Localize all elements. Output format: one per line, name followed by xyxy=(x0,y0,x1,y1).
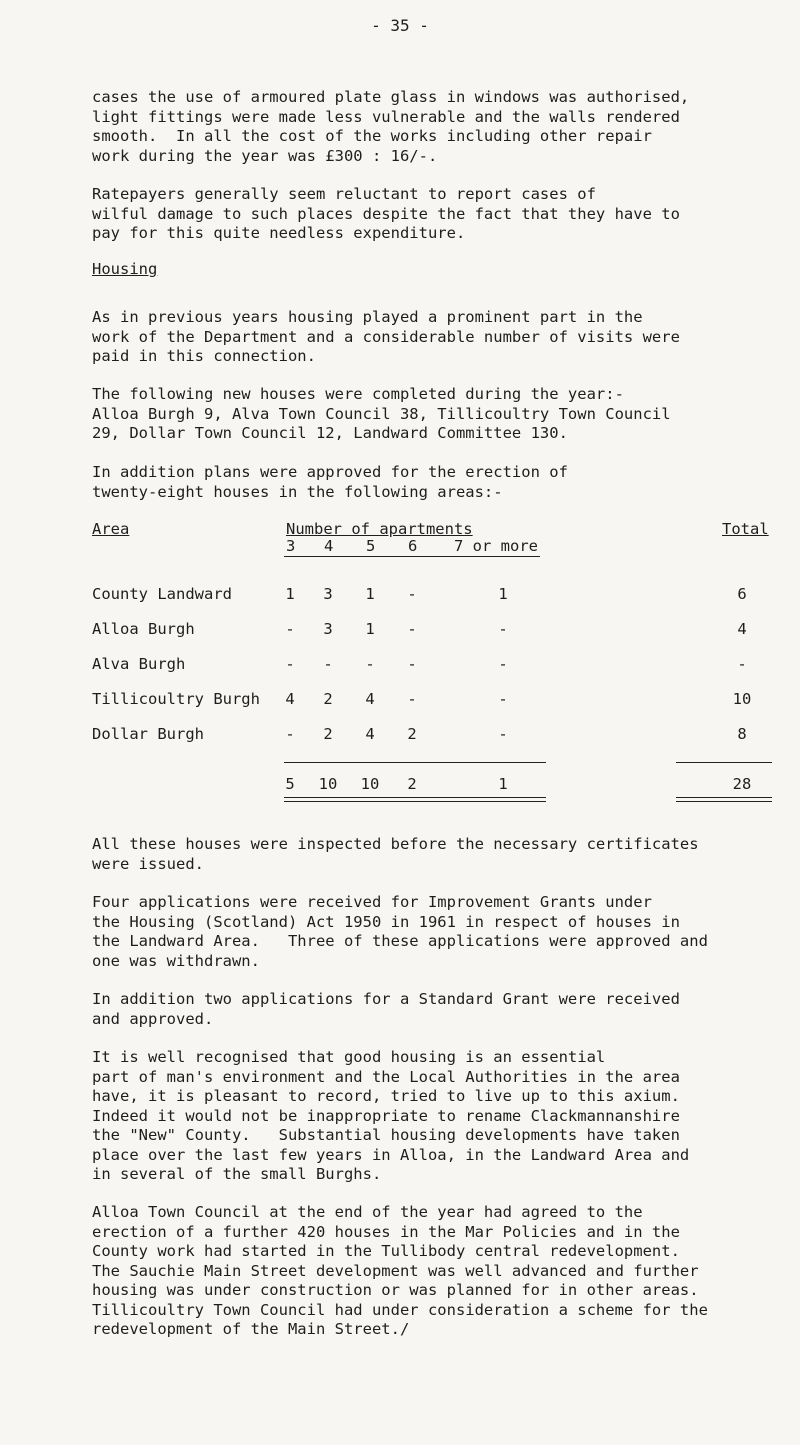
table-cell: 4 xyxy=(365,690,375,708)
paragraph-ratepayers: Ratepayers generally seem reluctant to report cases of wilful damage to such places despite the fact that they have to pay for this quite needless expenditure. xyxy=(92,185,680,242)
table-cell: - xyxy=(323,655,333,673)
totals-top-rule-total xyxy=(676,762,772,763)
table-total-cell: 2 xyxy=(407,775,417,793)
table-cell: 4 xyxy=(365,725,375,743)
totals-top-rule xyxy=(284,762,546,763)
table-cell-total: 4 xyxy=(737,620,747,638)
table-total-cell: 10 xyxy=(318,775,338,793)
table-cell: - xyxy=(498,620,508,638)
table-cell: - xyxy=(407,620,417,638)
table-cell: - xyxy=(285,620,295,638)
table-cell: 2 xyxy=(323,725,333,743)
table-cell: - xyxy=(285,725,295,743)
paragraph-inspections: All these houses were inspected before the necessary certificates were issued. xyxy=(92,835,699,873)
table-cell: 2 xyxy=(407,725,417,743)
table-header-apartments: Number of apartments xyxy=(286,520,473,538)
totals-bottom-rule-total-2 xyxy=(676,801,772,802)
section-heading-housing: Housing xyxy=(92,260,158,278)
paragraph-standard-grant: In addition two applications for a Standard Grant were received and approved. xyxy=(92,990,680,1028)
table-cell: - xyxy=(498,655,508,673)
table-cell: 1 xyxy=(365,620,375,638)
subheader-underline xyxy=(284,556,540,557)
table-cell: 3 xyxy=(323,620,333,638)
table-row-area: Dollar Burgh xyxy=(92,725,204,743)
table-row-area: Alloa Burgh xyxy=(92,620,195,638)
table-cell: 1 xyxy=(285,585,295,603)
table-row-area: Tillicoultry Burgh xyxy=(92,690,260,708)
paragraph-plans-approved: In addition plans were approved for the erection of twenty-eight houses in the following areas:- xyxy=(92,463,568,501)
paragraph-armoured-glass: cases the use of armoured plate glass in windows was authorised, light fittings were made less vulnerable and the walls rendered smooth. In all the cost of the works including other repair work during the year was £300 : 16/-. xyxy=(92,88,690,165)
paragraph-alloa-town-council: Alloa Town Council at the end of the year had agreed to the erection of a further 420 houses in the Mar Policies and in the County work had started in the Tullibody central redevelopment. The Sauchie Main Street development was well advanced and further housing was under construction or was planned for in other areas. Tillicoultry Town Council had under consideration a scheme for the redevelopment of the Main Street./ xyxy=(92,1203,708,1338)
table-header-area: Area xyxy=(92,520,130,538)
table-cell: - xyxy=(407,690,417,708)
table-subheader-6: 6 xyxy=(408,537,418,555)
totals-bottom-rule-2 xyxy=(284,801,546,802)
table-total-cell: 5 xyxy=(285,775,295,793)
table-cell: - xyxy=(407,655,417,673)
totals-bottom-rule xyxy=(284,797,546,798)
table-cell-total: - xyxy=(737,655,747,673)
table-cell: - xyxy=(498,725,508,743)
table-grand-total: 28 xyxy=(732,775,752,793)
table-total-cell: 10 xyxy=(360,775,380,793)
table-cell-total: 6 xyxy=(737,585,747,603)
table-cell: 4 xyxy=(285,690,295,708)
paragraph-improvement-grants: Four applications were received for Improvement Grants under the Housing (Scotland) Act 1950 in 1961 in respect of houses in the Landward Area. Three of these applications were approved and one was withdrawn. xyxy=(92,893,708,970)
table-subheader-3: 3 xyxy=(286,537,296,555)
table-row-area: Alva Burgh xyxy=(92,655,186,673)
table-cell-total: 8 xyxy=(737,725,747,743)
totals-bottom-rule-total xyxy=(676,797,772,798)
paragraph-housing-visits: As in previous years housing played a prominent part in the work of the Department and a considerable number of visits were paid in this connection. xyxy=(92,308,680,365)
table-total-cell: 1 xyxy=(498,775,508,793)
table-cell: 2 xyxy=(323,690,333,708)
table-subheader-4: 4 xyxy=(324,537,334,555)
table-subheader-5: 5 xyxy=(366,537,376,555)
table-cell: - xyxy=(365,655,375,673)
table-subheader-7-or-more: 7 or more xyxy=(454,537,538,555)
table-header-total: Total xyxy=(722,520,769,538)
table-cell: - xyxy=(498,690,508,708)
table-cell: 1 xyxy=(365,585,375,603)
table-cell: - xyxy=(285,655,295,673)
table-cell-total: 10 xyxy=(732,690,752,708)
table-cell: - xyxy=(407,585,417,603)
table-cell: 3 xyxy=(323,585,333,603)
paragraph-new-houses: The following new houses were completed during the year:- Alloa Burgh 9, Alva Town Council 38, Tillicoultry Town Council 29, Dollar Town Council 12, Landward Committee 130. xyxy=(92,385,671,442)
table-cell: 1 xyxy=(498,585,508,603)
paragraph-good-housing: It is well recognised that good housing is an essential part of man's environment and the Local Authorities in the area have, it is pleasant to record, tried to live up to this axium. Indeed it would not be inappropriate to rename Clackmannanshire the "New" County. Substantial housing developments have taken place over the last few years in Alloa, in the Landward Area and in several of the small Burghs. xyxy=(92,1048,690,1183)
table-row-area: County Landward xyxy=(92,585,232,603)
page-number: - 35 - xyxy=(371,16,429,35)
